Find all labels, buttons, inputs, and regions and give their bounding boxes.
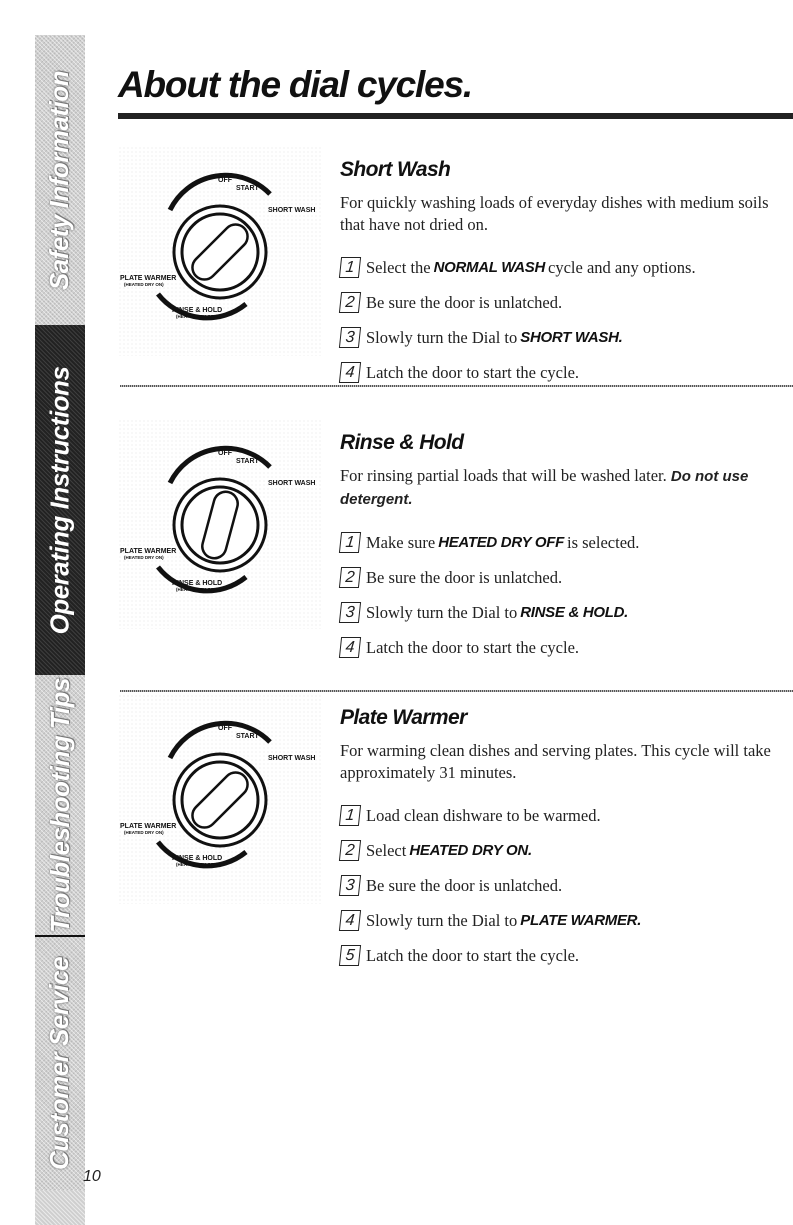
dial-label-off: OFF [218,725,232,732]
step-text: Select the [366,257,431,277]
dial-label-plate-warmer: PLATE WARMER [120,548,177,555]
step-number: 3 [339,327,361,348]
dial-label-rinse-hold: RINSE & HOLD [172,855,223,862]
step-item [340,903,790,938]
dial-label-short-wash: SHORT WASH [268,480,316,487]
dial-label-plate-warmer-sub: (HEATED DRY ON) [124,282,164,287]
step-text: Select [366,840,407,860]
dial-plate-warmer-icon [118,694,323,904]
section-content [340,158,790,390]
step-number: 1 [339,805,361,826]
tab-footer-strip [35,1190,85,1225]
section-intro [340,192,790,236]
step-text: Make sure [366,532,436,552]
step-item [340,285,790,320]
dial-label-plate-warmer-sub: (HEATED DRY ON) [124,555,164,560]
tab-label: Customer Service [44,956,75,1171]
step-number: 5 [339,945,361,966]
tab-label: Troubleshooting Tips [44,677,75,933]
title-rule [118,113,793,119]
dial-illustration [118,419,323,629]
intro-text: For quickly washing loads of everyday dishes with medium soils that have not dried on. [340,193,769,234]
step-text: Latch the door to start the cycle. [366,362,580,382]
intro-emphasis: Do not use detergent. [340,468,749,508]
section-divider [120,385,793,387]
step-number: 2 [339,840,361,861]
step-text: Latch the door to start the cycle. [366,637,580,657]
dial-label-start: START [236,185,259,192]
step-number: 3 [339,602,361,623]
dial-label-start: START [236,458,259,465]
step-keyword: HEATED DRY OFF [438,534,564,551]
section-heading: Plate Warmer [340,706,467,729]
step-text: Slowly turn the Dial to [366,327,518,347]
step-item [340,525,790,560]
step-item [340,833,790,868]
tab-safety-information[interactable] [35,35,85,325]
section-content [340,706,790,973]
dial-label-off: OFF [218,450,232,457]
step-list [340,525,790,665]
step-text-after: is selected. [567,532,640,552]
step-keyword: RINSE & HOLD. [520,604,629,621]
tab-label: Safety Information [44,70,75,290]
dial-short-wash-icon [118,146,323,356]
step-text: Be sure the door is unlatched. [366,567,563,587]
sidebar-tabs [35,35,85,1225]
step-text-after: cycle and any options. [548,257,696,277]
section-intro [340,740,790,784]
step-number: 3 [339,875,361,896]
tab-customer-service[interactable] [35,937,85,1190]
step-list [340,250,790,390]
step-item [340,938,790,973]
step-number: 4 [339,910,361,931]
dial-label-rinse-hold-sub: (HEATED DRY OFF) [176,587,218,592]
dial-label-rinse-hold-sub: (HEATED DRY OFF) [176,862,218,867]
step-text: Slowly turn the Dial to [366,602,518,622]
dial-label-start: START [236,733,259,740]
dial-label-short-wash: SHORT WASH [268,755,316,762]
page-title: About the dial cycles. [118,64,472,105]
step-number: 4 [339,637,361,658]
dial-rinse-hold-icon [118,419,323,629]
section-intro [340,465,790,511]
section-heading: Short Wash [340,158,451,181]
step-text: Load clean dishware to be warmed. [366,805,601,825]
step-keyword: PLATE WARMER. [520,912,642,929]
step-text: Latch the door to start the cycle. [366,945,580,965]
step-item [340,868,790,903]
section-content [340,431,790,665]
step-keyword: HEATED DRY ON. [409,842,532,859]
step-keyword: NORMAL WASH [433,259,546,276]
dial-label-plate-warmer: PLATE WARMER [120,275,177,282]
step-keyword: SHORT WASH. [520,329,623,346]
page-number: 10 [83,1168,101,1185]
tab-operating-instructions[interactable] [35,325,85,675]
dial-label-rinse-hold-sub: (HEATED DRY OFF) [176,314,218,319]
step-list [340,798,790,973]
step-text: Be sure the door is unlatched. [366,292,563,312]
step-item [340,630,790,665]
step-number: 2 [339,567,361,588]
dial-illustration [118,146,323,356]
step-item [340,560,790,595]
dial-label-plate-warmer-sub: (HEATED DRY ON) [124,830,164,835]
step-number: 2 [339,292,361,313]
step-number: 1 [339,257,361,278]
dial-label-plate-warmer: PLATE WARMER [120,823,177,830]
step-item [340,595,790,630]
step-item [340,798,790,833]
step-item [340,250,790,285]
tab-label: Operating Instructions [44,366,75,634]
step-number: 1 [339,532,361,553]
dial-label-rinse-hold: RINSE & HOLD [172,307,223,314]
dial-label-off: OFF [218,177,232,184]
dial-illustration [118,694,323,904]
dial-label-rinse-hold: RINSE & HOLD [172,580,223,587]
tab-troubleshooting-tips[interactable] [35,675,85,935]
section-divider [120,690,793,692]
intro-text: For rinsing partial loads that will be washed later. [340,466,667,485]
intro-text: For warming clean dishes and serving plates. This cycle will take approximately 31 minutes. [340,741,771,782]
step-number: 4 [339,362,361,383]
dial-label-short-wash: SHORT WASH [268,207,316,214]
step-item [340,320,790,355]
step-text: Be sure the door is unlatched. [366,875,563,895]
step-text: Slowly turn the Dial to [366,910,518,930]
section-heading: Rinse & Hold [340,431,464,454]
